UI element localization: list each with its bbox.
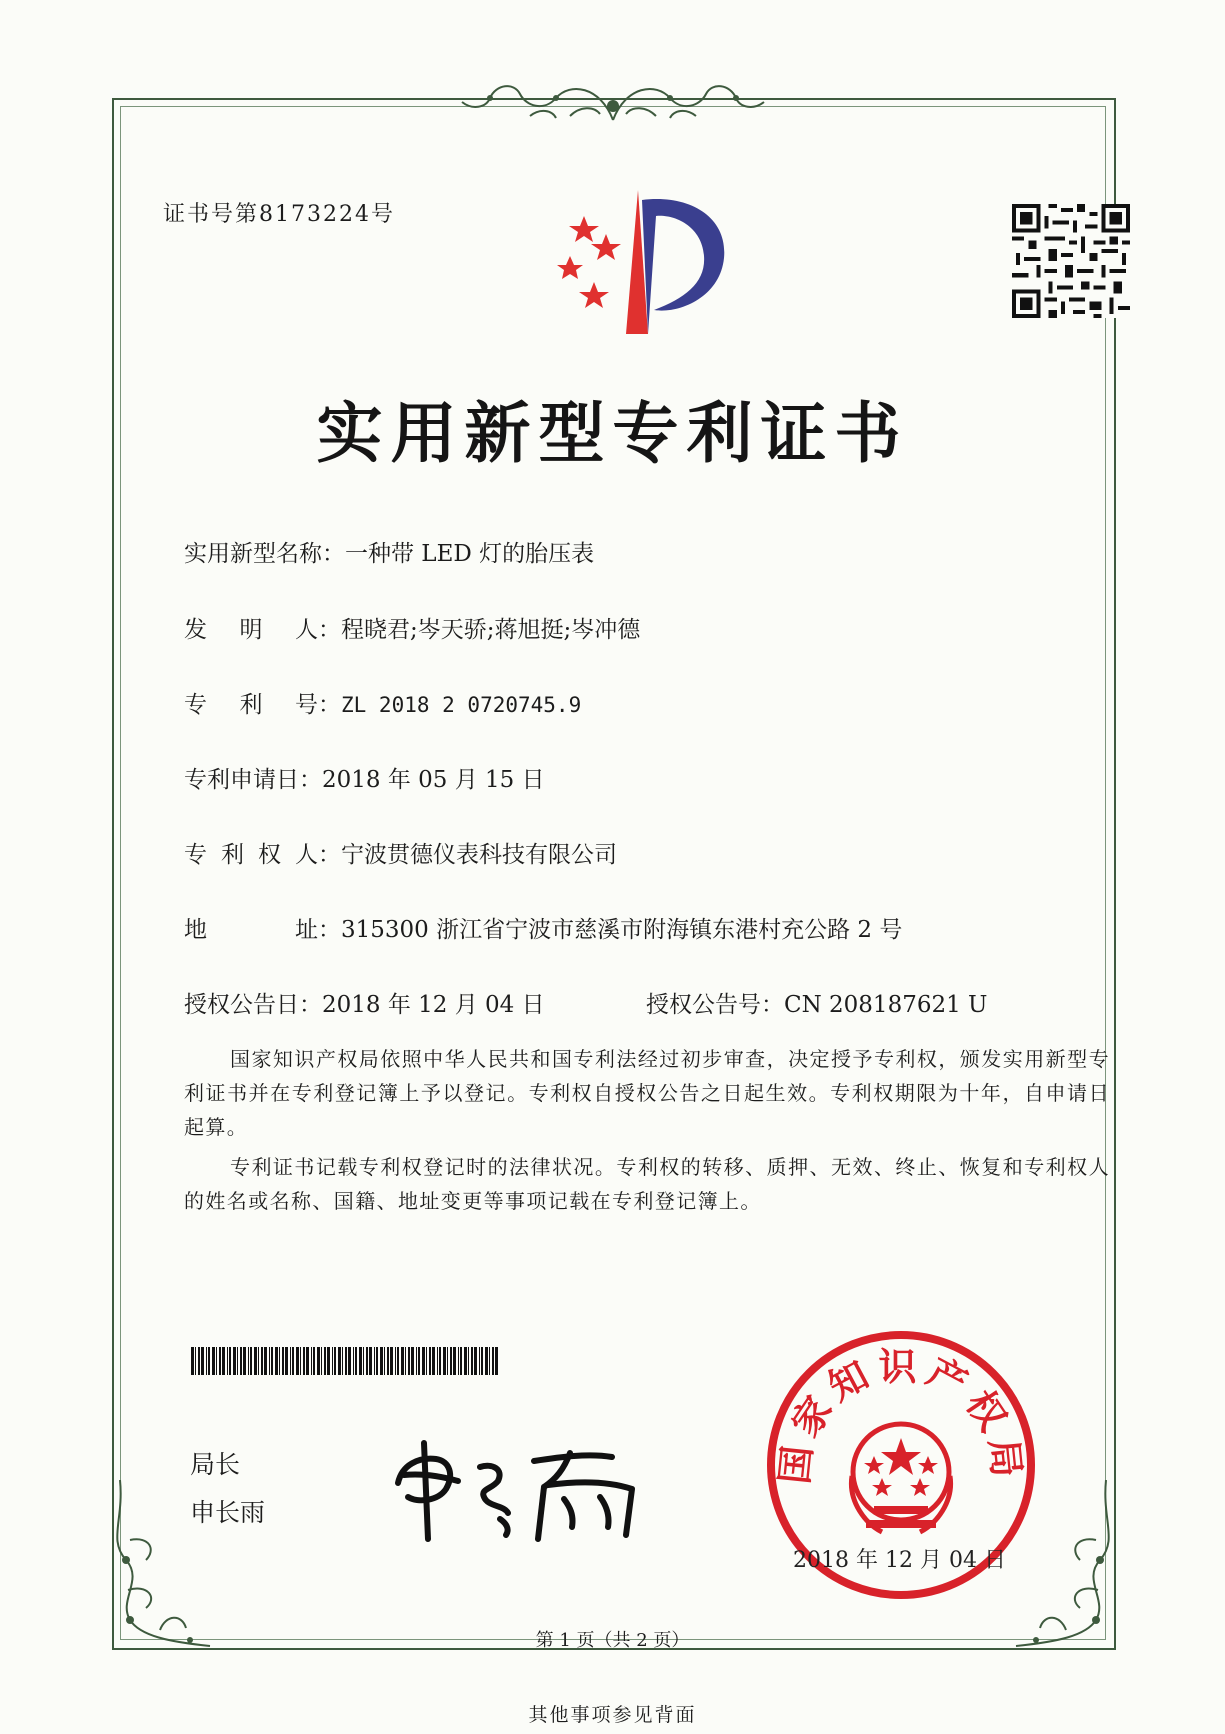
utility-model-name-row <box>184 535 594 568</box>
label-char: 权 <box>258 842 281 868</box>
barcode-icon <box>191 1347 498 1375</box>
cnipa-logo-icon <box>556 186 752 342</box>
seal-text: 国家知识产权局 <box>772 1345 1030 1487</box>
address-value: 315300 浙江省宁波市慈溪市附海镇东港村充公路 2 号 <box>341 917 903 943</box>
grant-number-label: 授权公告号： <box>646 992 784 1018</box>
grant-number-value: CN 208187621 U <box>784 992 988 1018</box>
colon: ： <box>318 617 341 643</box>
utility-model-name-label: 实用新型名称： <box>184 541 345 567</box>
application-date-value: 2018 年 05 月 15 日 <box>322 767 545 793</box>
patent-number-row <box>184 686 581 719</box>
label-char: 址 <box>295 917 318 943</box>
colon: ： <box>318 917 341 943</box>
patentee-row <box>184 836 617 869</box>
grant-date-value: 2018 年 12 月 04 日 <box>322 992 545 1018</box>
patent-number-label <box>184 686 318 719</box>
inventor-label <box>184 611 318 644</box>
grant-number-row <box>646 986 987 1019</box>
grant-date-row <box>184 986 545 1019</box>
label-char: 人 <box>295 842 318 868</box>
address-label <box>184 911 318 944</box>
label-char: 明 <box>239 617 263 643</box>
label-char: 地 <box>184 917 207 943</box>
label-char: 利 <box>221 842 244 868</box>
signature-icon <box>388 1423 663 1543</box>
director-name: 申长雨 <box>190 1498 266 1527</box>
legal-paragraph-2: 专利证书记载专利权登记时的法律状况。专利权的转移、质押、无效、终止、恢复和专利权人的姓名或名称、国籍、地址变更等事项记载在专利登记簿上。 <box>184 1155 1110 1213</box>
page-number: 第 1 页（共 2 页） <box>535 1630 690 1651</box>
inventor-row <box>184 611 640 644</box>
label-char: 专 <box>184 842 207 868</box>
application-date-label: 专利申请日： <box>184 767 322 793</box>
director-title: 局长 <box>190 1450 241 1479</box>
utility-model-name-value: 一种带 LED 灯的胎压表 <box>345 541 595 567</box>
certificate-number: 证书号第8173224号 <box>163 202 395 227</box>
address-row <box>184 911 902 944</box>
qr-code-icon <box>1012 204 1130 318</box>
label-char: 号 <box>295 692 318 718</box>
colon: ： <box>318 692 341 718</box>
top-ornament-icon <box>460 76 766 132</box>
patent-number-value: ZL 2018 2 0720745.9 <box>341 693 582 717</box>
label-char: 人 <box>295 617 318 643</box>
label-char: 利 <box>239 692 263 718</box>
patentee-value: 宁波贯德仪表科技有限公司 <box>341 842 617 868</box>
colon: ： <box>318 842 341 868</box>
footer-note: 其他事项参见背面 <box>528 1704 697 1726</box>
legal-paragraph-1: 国家知识产权局依照中华人民共和国专利法经过初步审查，决定授予专利权，颁发实用新型专利证书并在专利登记簿上予以登记。专利权自授权公告之日起生效。专利权期限为十年，自申请日起算。 <box>184 1047 1110 1139</box>
inventor-value: 程晓君;岑天骄;蒋旭挺;岑冲德 <box>341 617 641 643</box>
grant-date-label: 授权公告日： <box>184 992 322 1018</box>
application-date-row <box>184 761 545 794</box>
label-char: 发 <box>184 617 207 643</box>
patentee-label <box>184 836 318 869</box>
seal-date: 2018 年 12 月 04 日 <box>793 1548 1006 1573</box>
label-char: 专 <box>184 692 207 718</box>
certificate-title: 实用新型专利证书 <box>316 394 909 472</box>
